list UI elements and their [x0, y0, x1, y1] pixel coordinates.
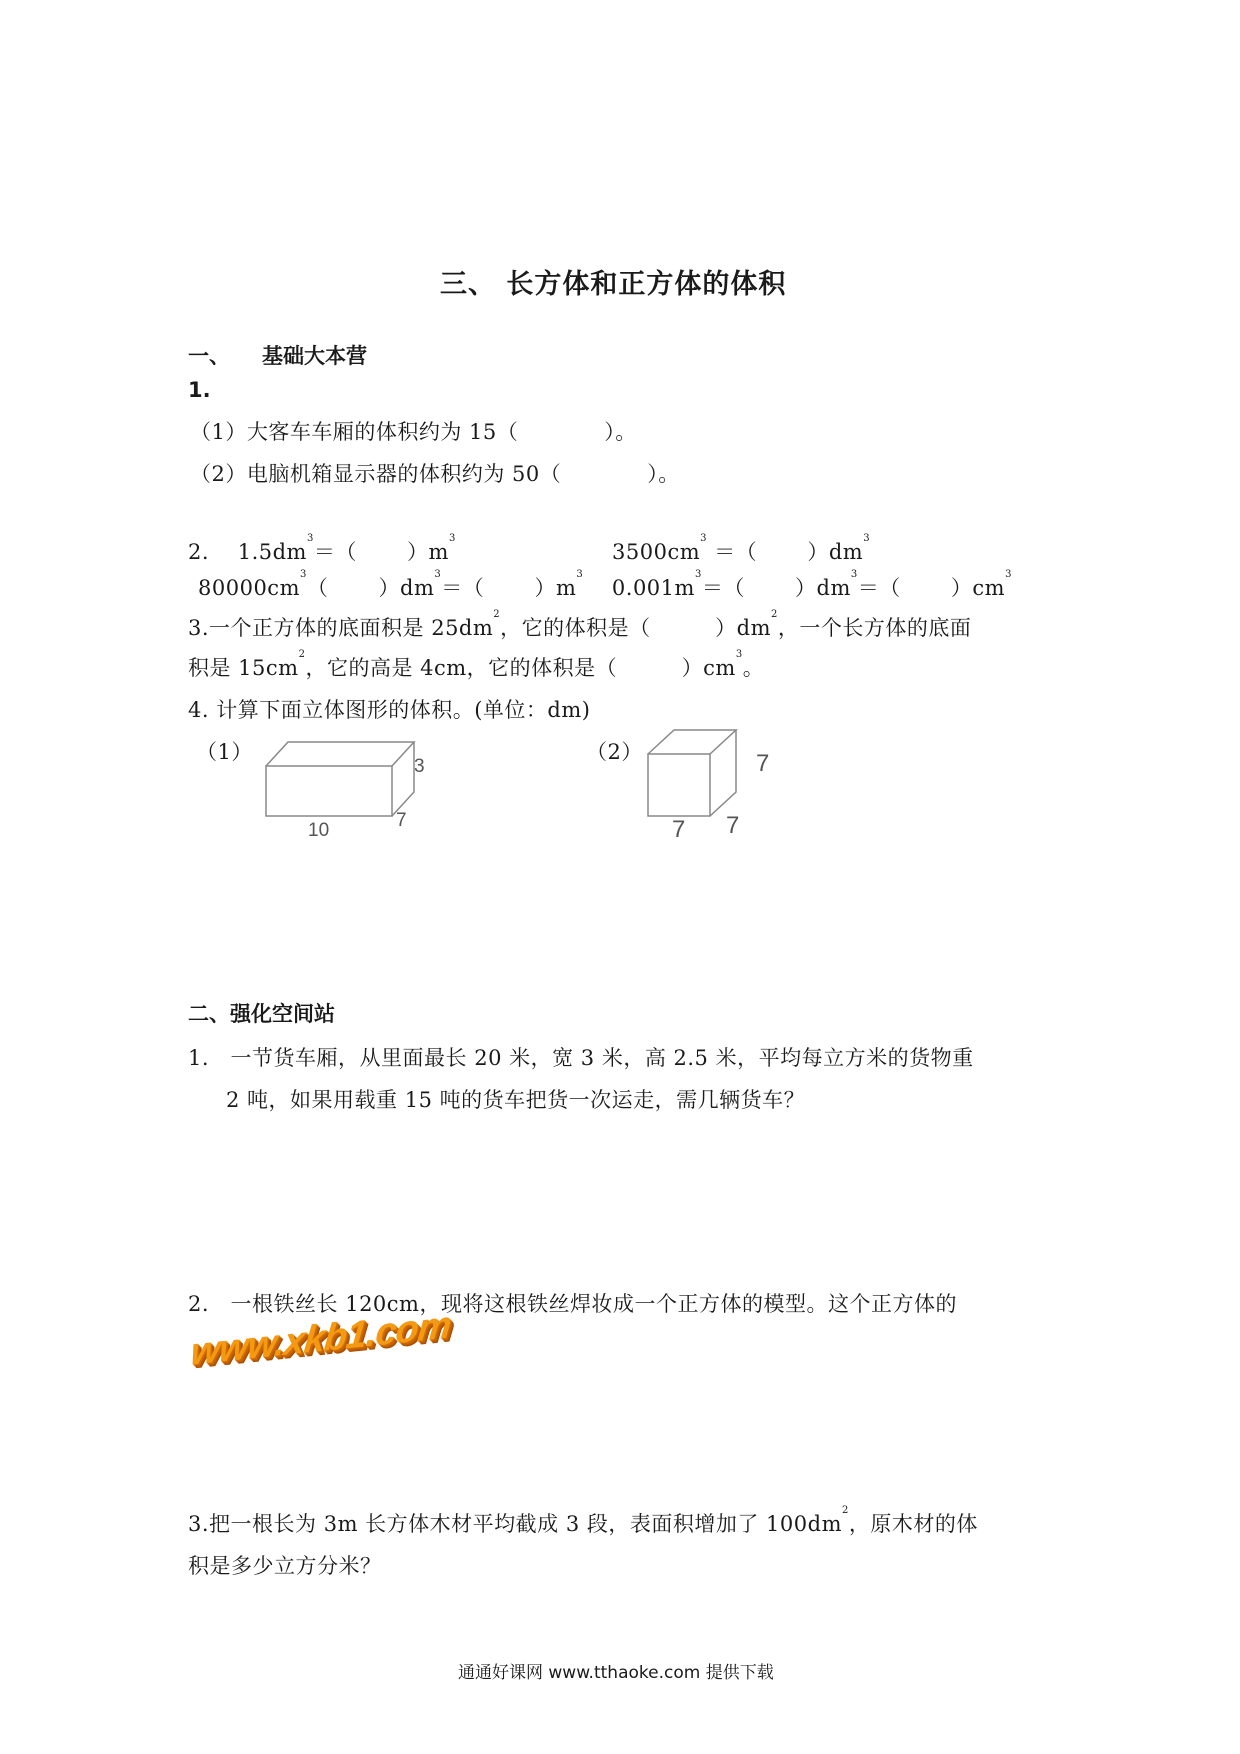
section2-question1-line2: 2 吨，如果用载重 15 吨的货车把货一次运走，需几辆货车？	[226, 1088, 806, 1112]
section2-question3-line2: 积是多少立方分米？	[188, 1554, 382, 1578]
question3-line1: 3.一个正方体的底面积是 $25dm^2$，它的体积是（ ）$dm^2$，一个长方体的底面	[188, 609, 972, 640]
section1-heading: 基础大本营	[262, 344, 367, 368]
question2-line2: $80000cm^3$（ ）$dm^3=$（ ）$m^3$ $0.001m^3=$（ ）$dm^3=$（ ）$cm^3$	[198, 569, 1012, 600]
figure1-length-label: 10	[308, 820, 330, 841]
question1-part1: （1）大客车车厢的体积约为 15（ ）。	[190, 420, 637, 444]
figure2-side-label: 7	[756, 750, 770, 777]
question3-line2: 积是 $15cm^2$，它的高是 4cm，它的体积是（ ）$cm^3$。	[188, 649, 765, 680]
cube-figure	[640, 726, 750, 822]
figure2-bottom-label-b: 7	[726, 812, 740, 839]
section2-question1-line1: 1. 一节货车厢，从里面最长 20 米，宽 3 米，高 2.5 米，平均每立方米的货物重	[188, 1046, 974, 1070]
figure1-label: （1）	[196, 740, 253, 764]
figure2-label: （2）	[586, 740, 643, 764]
section2-question2-line1: 2. 一根铁丝长 120cm，现将这根铁丝焊妆成一个正方体的模型。这个正方体的	[188, 1292, 957, 1316]
section1-number: 一、	[188, 344, 230, 368]
figure1-width-label: 7	[396, 810, 407, 831]
page-title: 三、 长方体和正方体的体积	[440, 269, 787, 300]
figure1-height-label: 3	[414, 756, 425, 777]
question4: 4. 计算下面立体图形的体积。(单位：dm)	[188, 698, 591, 722]
question1-part2: （2）电脑机箱显示器的体积约为 50（ ）。	[190, 462, 680, 486]
question2-line1b: $3500cm^3$ ＝（ ）$dm^3$	[612, 533, 871, 564]
figure2-bottom-label-a: 7	[672, 816, 686, 843]
question1-label: 1.	[188, 378, 211, 402]
section2-heading: 二、强化空间站	[188, 1002, 335, 1026]
page-footer: 通通好课网 www.tthaoke.com 提供下载	[458, 1663, 774, 1683]
watermark-logo: www.xkb1.com	[188, 1303, 453, 1374]
section2-question3-line1: 3.把一根长为 3m 长方体木材平均截成 3 段，表面积增加了 $100dm^2$，原木材的体	[188, 1505, 978, 1536]
question2-line1a: 2. $1.5dm^3=$（ ）$m^3$	[188, 533, 456, 564]
